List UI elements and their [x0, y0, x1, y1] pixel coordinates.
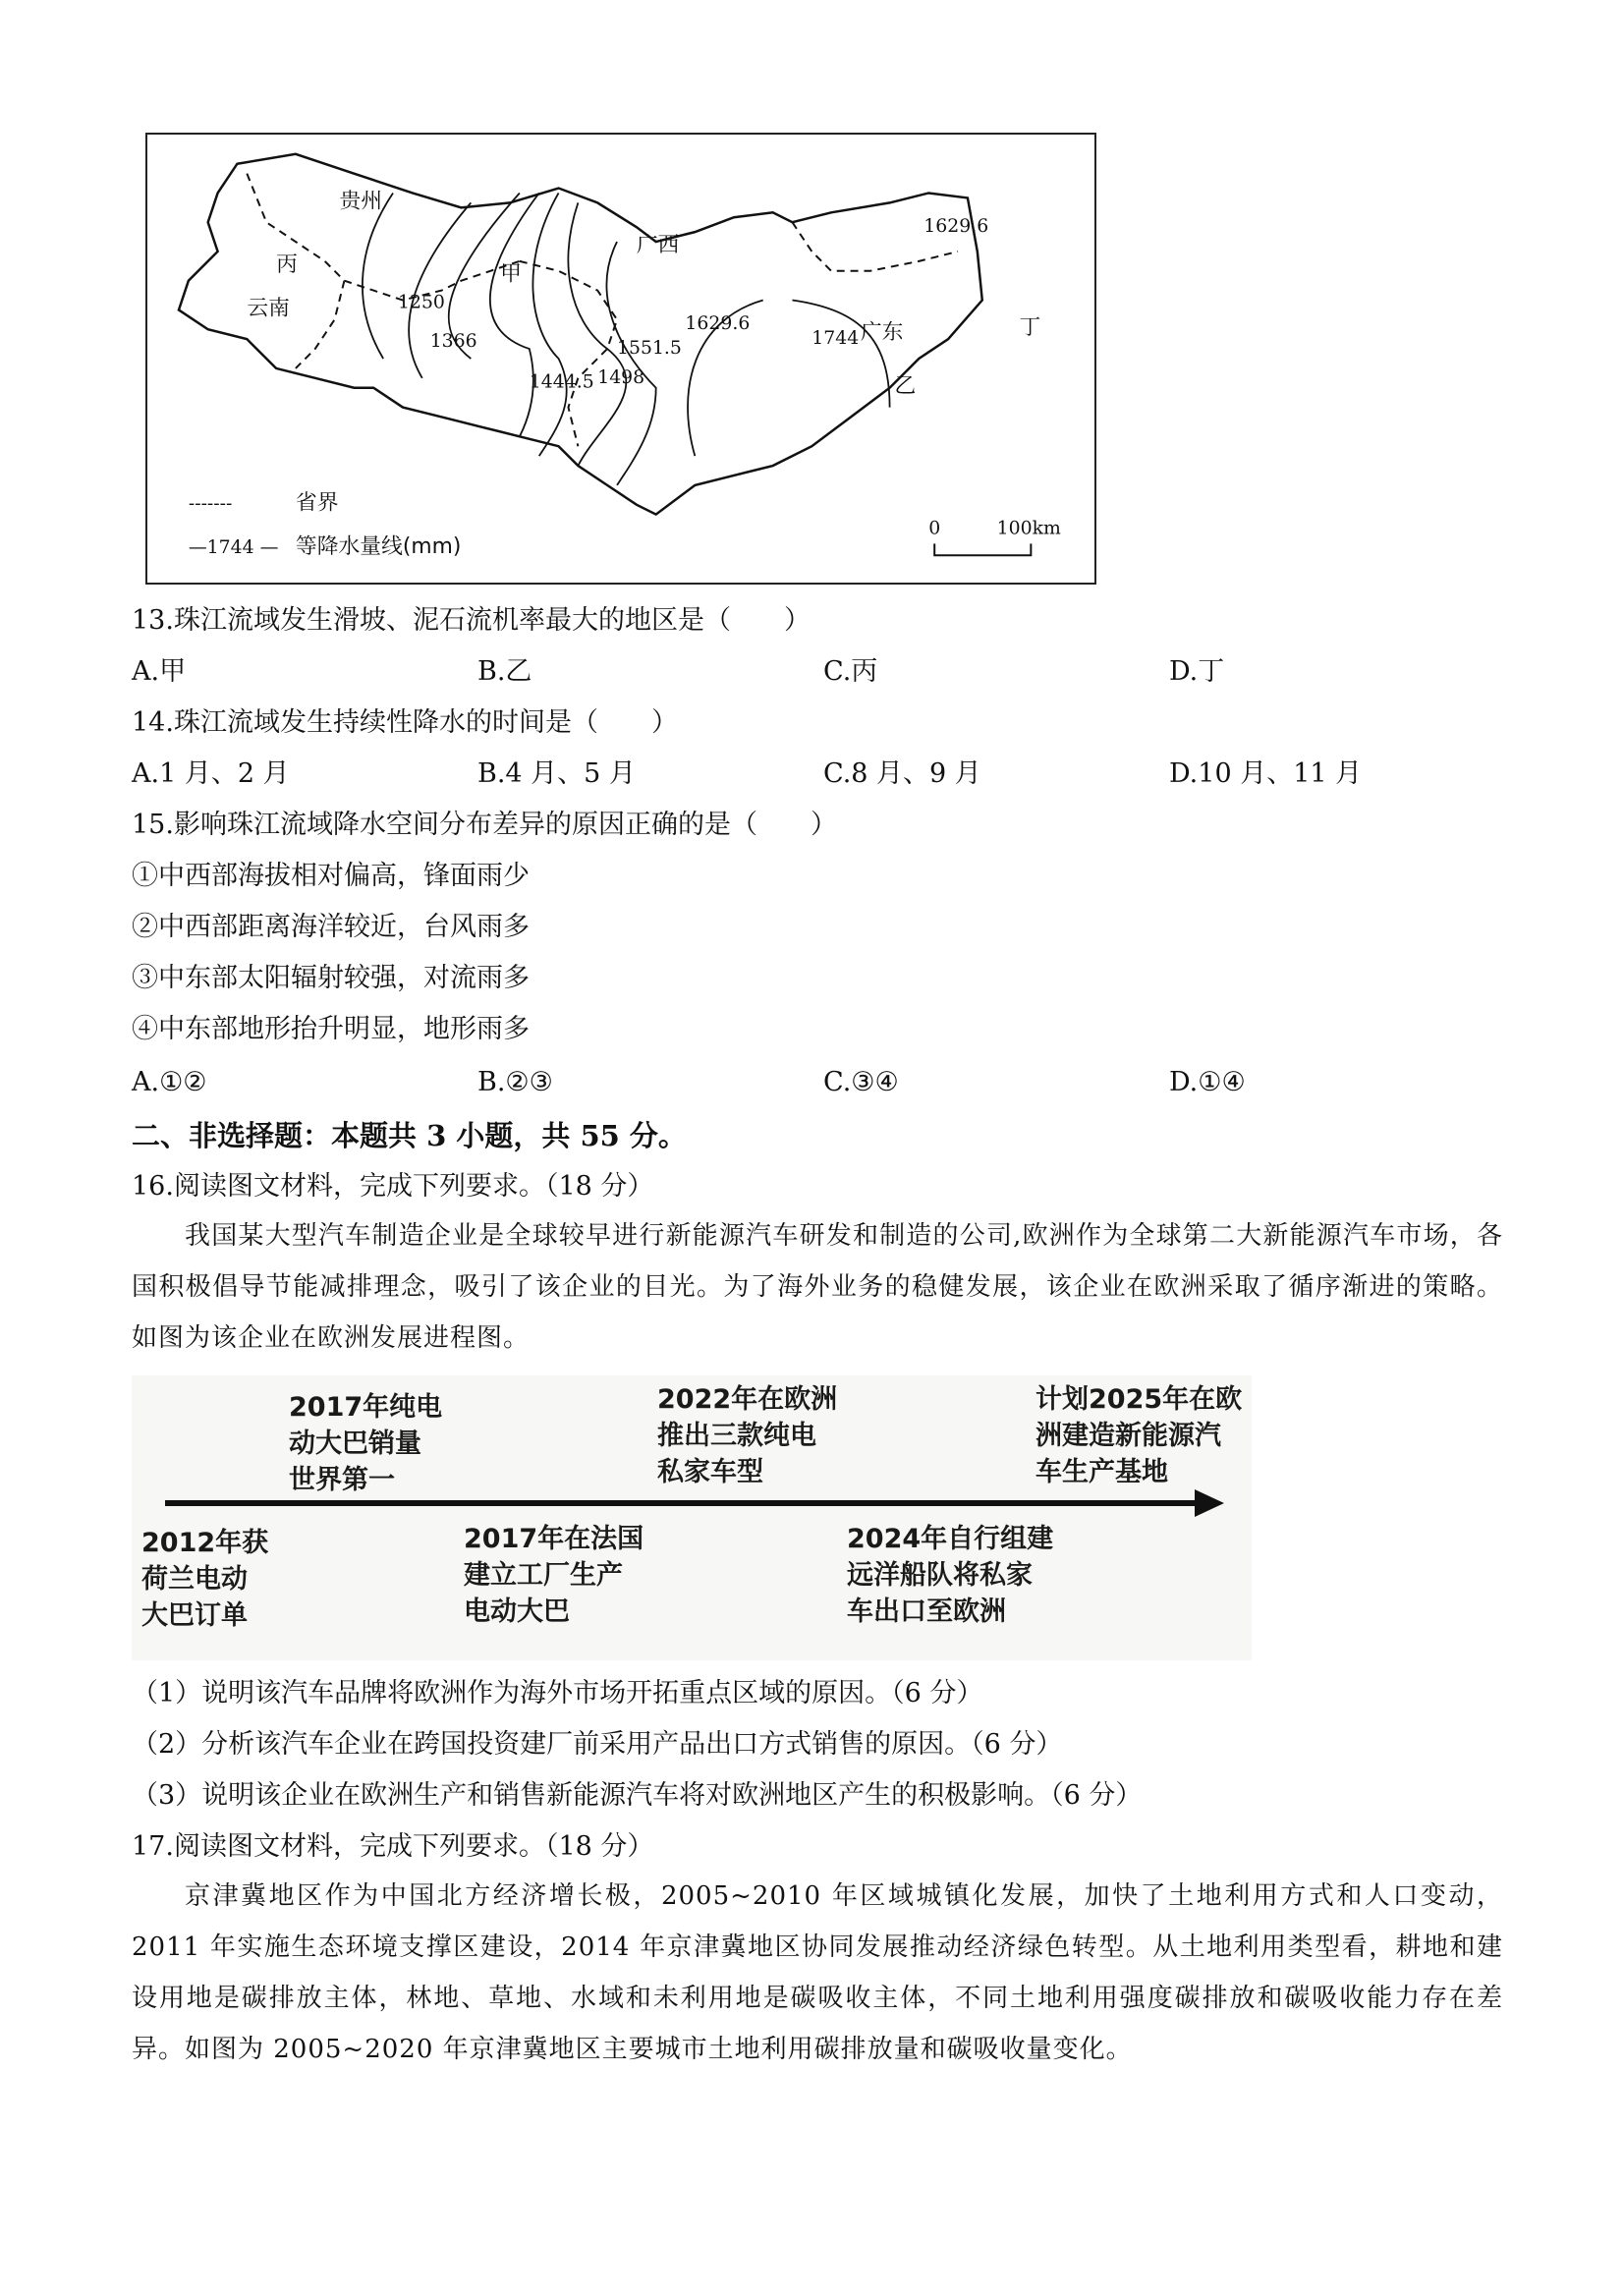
q15-option-c[interactable]: C.③④ [823, 1067, 899, 1097]
timeline-arrow-head [1195, 1489, 1224, 1517]
timeline-event-2022-cars: 2022年在欧洲 推出三款纯电 私家车型 [657, 1384, 838, 1487]
scale-zero: 0 [928, 518, 941, 539]
label-ding: 丁 [1019, 315, 1041, 341]
q15-option-d[interactable]: D.①④ [1169, 1067, 1246, 1097]
isohyet-line [792, 301, 889, 408]
isohyet-value: 1366 [429, 331, 477, 353]
q15-option-a[interactable]: A.①② [132, 1067, 207, 1097]
q15-stem: 15.影响珠江流域降水空间分布差异的原因正确的是（ ） [132, 810, 837, 840]
timeline-figure [132, 1375, 1252, 1660]
label-guangxi: 广西 [636, 232, 680, 257]
label-yi: 乙 [894, 373, 917, 399]
province-border [247, 174, 520, 301]
isohyet-line [532, 193, 566, 456]
precipitation-map [145, 133, 1096, 585]
province-border [520, 261, 617, 446]
timeline-event-2017-france: 2017年在法国 建立工厂生产 电动大巴 [464, 1524, 644, 1627]
q17-stem: 17.阅读图文材料，完成下列要求。（18 分） [132, 1831, 654, 1862]
q14-option-c[interactable]: C.8 月、9 月 [823, 758, 981, 789]
section2-heading: 二、非选择题：本题共 3 小题，共 55 分。 [132, 1119, 687, 1152]
q14-option-a[interactable]: A.1 月、2 月 [132, 758, 290, 789]
scale-bar [934, 543, 1031, 555]
q14-stem: 14.珠江流域发生持续性降水的时间是（ ） [132, 707, 678, 738]
isohyet-value: 1551.5 [617, 338, 682, 360]
q16-stem: 16.阅读图文材料，完成下列要求。（18 分） [132, 1171, 654, 1202]
isohyet-value: 1744 [812, 328, 860, 350]
q15-statement-2: ②中西部距离海洋较近，台风雨多 [132, 912, 530, 942]
q13-option-d[interactable]: D.丁 [1169, 656, 1225, 687]
label-bing: 丙 [276, 252, 298, 277]
label-jia: 甲 [500, 261, 522, 287]
timeline-event-2024-fleet: 2024年自行组建 远洋船队将私家 车出口至欧洲 [847, 1524, 1054, 1627]
isohyet-value: 1250 [397, 292, 445, 313]
isohyet-value: 1498 [597, 366, 645, 388]
label-guangdong: 广东 [860, 320, 904, 346]
q15-statement-3: ③中东部太阳辐射较强，对流雨多 [132, 963, 530, 993]
timeline-event-2012-order: 2012年获 荷兰电动 大巴订单 [141, 1528, 269, 1631]
q14-option-d[interactable]: D.10 月、11 月 [1169, 758, 1363, 789]
q13-option-b[interactable]: B.乙 [477, 656, 532, 687]
isohyet-value: 1444.5 [529, 371, 594, 393]
isohyet-line [363, 193, 393, 359]
q14-option-b[interactable]: B.4 月、5 月 [477, 758, 636, 789]
legend-border-sample: ------- [188, 493, 233, 515]
q15-statement-1: ①中西部海拔相对偏高，锋面雨少 [132, 861, 530, 891]
q13-option-c[interactable]: C.丙 [823, 656, 878, 687]
legend-isohyet-sample: —1744 — [188, 537, 279, 559]
legend-isohyet-label: 等降水量线(mm) [295, 534, 462, 560]
q13-option-a[interactable]: A.甲 [132, 656, 187, 687]
isohyet-line [490, 193, 539, 436]
label-yunnan: 云南 [247, 296, 290, 321]
q16-subquestion-3: （3）说明该企业在欧洲生产和销售新能源汽车将对欧洲地区产生的积极影响。（6 分） [132, 1780, 1143, 1811]
legend-border-label: 省界 [295, 490, 339, 516]
q17-paragraph: 京津冀地区作为中国北方经济增长极，2005~2010 年区域城镇化发展，加快了土地利用方式和人口变动，2011 年实施生态环境支撑区建设，2014 年京津冀地区协同发展推动经济绿色转型。从土地利用类型看，耕地和建设用地是碳排放主体，林地、草地、水域和未利用地是碳吸收主体，不同土地利用强度碳排放和碳吸收能力存在差异。如图为 2005~2020 年京津冀地区主要城市土地利用碳排放量和碳吸收量变化。 [132, 1881, 1503, 2064]
q13-stem: 13.珠江流域发生滑坡、泥石流机率最大的地区是（ ） [132, 605, 811, 636]
timeline-event-2025-plan: 计划2025年在欧 洲建造新能源汽 车生产基地 [1035, 1384, 1243, 1487]
label-guizhou: 贵州 [339, 189, 383, 214]
province-border [296, 281, 345, 368]
isohyet-value: 1629.6 [923, 216, 989, 238]
q16-subquestion-2: （2）分析该汽车企业在跨国投资建厂前采用产品出口方式销售的原因。（6 分） [132, 1729, 1063, 1760]
scale-distance: 100km [996, 518, 1061, 539]
isohyet-value: 1629.6 [685, 313, 751, 335]
q15-option-b[interactable]: B.②③ [477, 1067, 553, 1097]
q15-statement-4: ④中东部地形抬升明显，地形雨多 [132, 1014, 530, 1044]
q16-paragraph: 我国某大型汽车制造企业是全球较早进行新能源汽车研发和制造的公司,欧洲作为全球第二大新能源汽车市场，各国积极倡导节能减排理念，吸引了该企业的目光。为了海外业务的稳健发展，该企业在欧洲采取了循序渐进的策略。如图为该企业在欧洲发展进程图。 [132, 1221, 1503, 1353]
q16-subquestion-1: （1）说明该汽车品牌将欧洲作为海外市场开拓重点区域的原因。（6 分） [132, 1678, 983, 1708]
isohyet-line [607, 242, 656, 485]
timeline-event-2017-bus-sales: 2017年纯电 动大巴销量 世界第一 [289, 1392, 443, 1495]
